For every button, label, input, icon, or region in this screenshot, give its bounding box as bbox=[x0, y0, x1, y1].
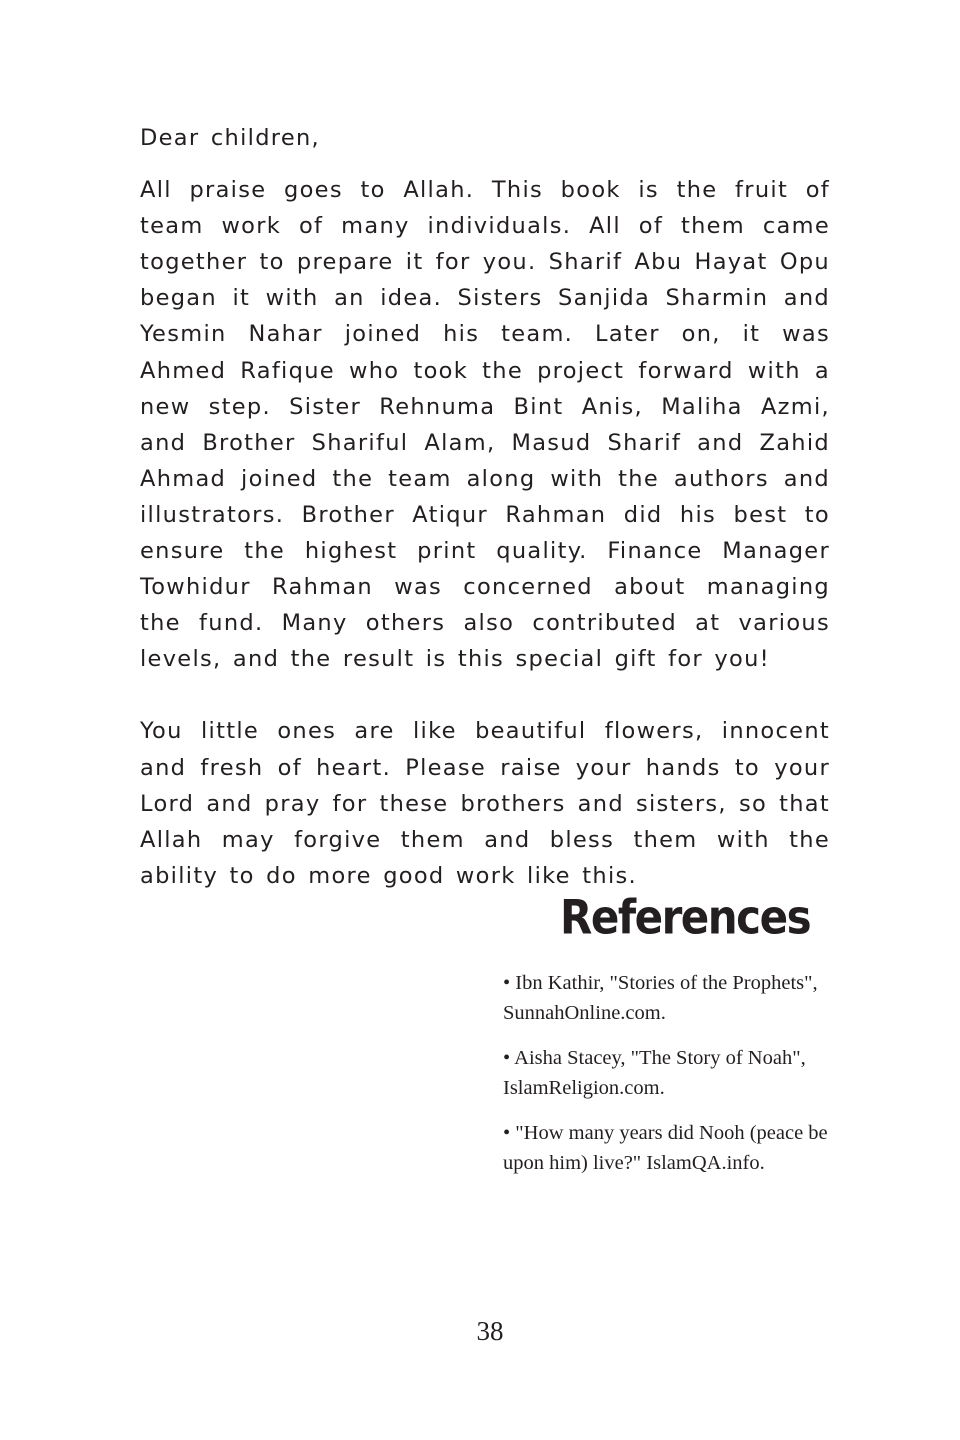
reference-item: • Ibn Kathir, "Stories of the Prophets", SunnahOnline.com. bbox=[503, 972, 818, 1024]
reference-item: • Aisha Stacey, "The Story of Noah", IslamReligion.com. bbox=[503, 1047, 806, 1099]
letter-greeting: Dear children, bbox=[140, 125, 320, 151]
letter-paragraph-acknowledgements: All praise goes to Allah. This book is the fruit of team work of many individuals. All of them came together to prepare it for you. Sharif Abu Hayat Opu began it with an idea. Sisters Sanjida Sharmin and Yesmin Nahar joined his team. Later on, it was Ahmed Rafique who took the project forward with a new step. Sister Rehnuma Bint Anis, Maliha Azmi, and Brother Shariful Alam, Masud Sharif and Zahid Ahmad joined the team along with the authors and illustrators. Brother Atiqur Rahman did his best to ensure the highest print quality. Finance Manager Towhidur Rahman was concerned about managing the fund. Many others also contributed at various levels, and the result is this special gift for you! bbox=[140, 177, 830, 673]
references-heading: References bbox=[560, 890, 811, 945]
letter-to-children bbox=[140, 120, 830, 894]
page-number: 38 bbox=[476, 1316, 504, 1346]
references-list bbox=[503, 968, 848, 1193]
reference-item: • "How many years did Nooh (peace be upon him) live?" IslamQA.info. bbox=[503, 1122, 828, 1174]
letter-paragraph-prayer-request: You little ones are like beautiful flowers, innocent and fresh of heart. Please raise your hands to your Lord and pray for these brothers and sisters, so that Allah may forgive them and bless them with the ability to do more good work like this. bbox=[140, 718, 830, 889]
